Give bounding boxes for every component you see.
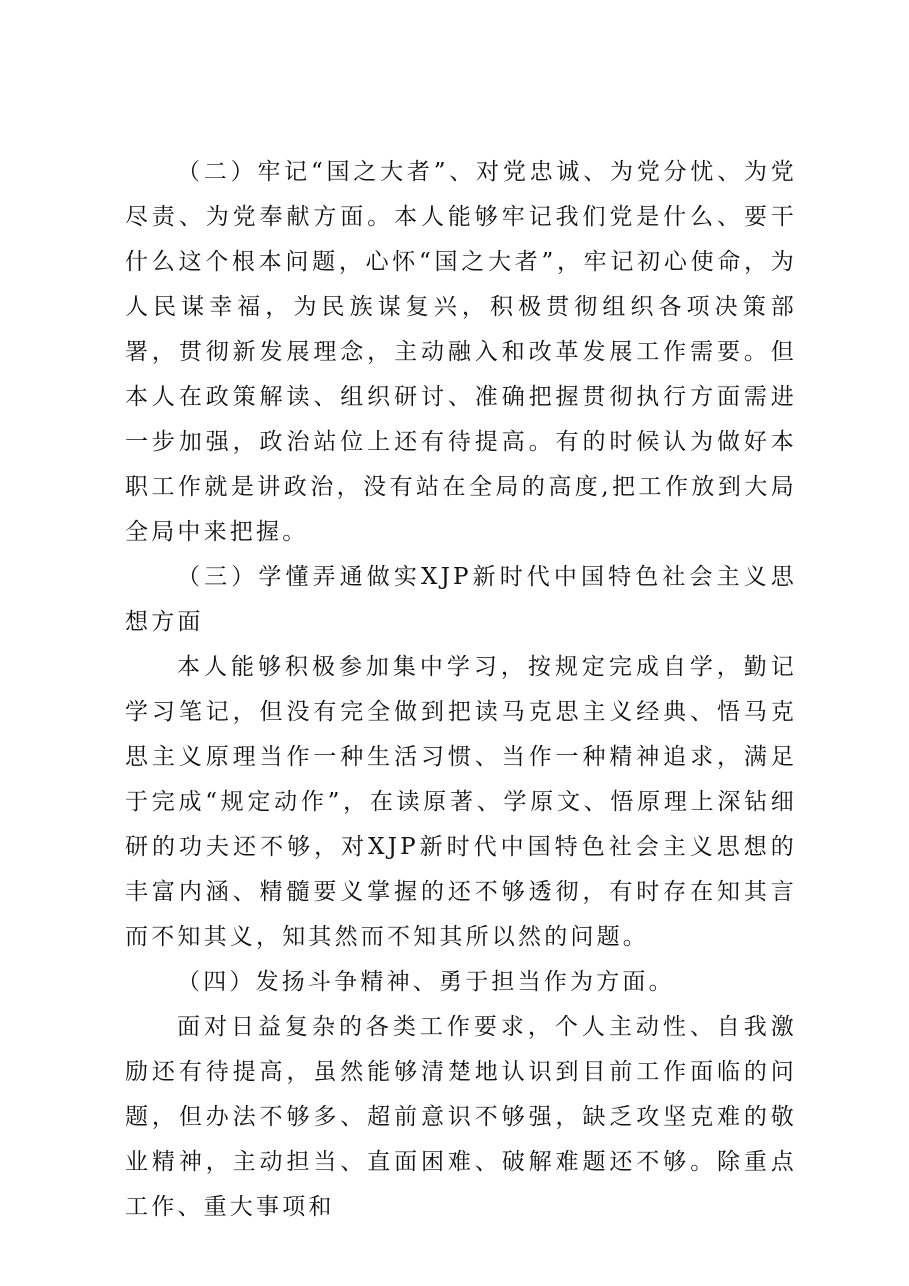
heading-section-four: （四）发扬斗争精神、勇于担当作为方面。 — [177, 969, 675, 995]
paragraph-section-two: （二）牢记“国之大者”、对党忠诚、为党分忧、为党尽责、为党奉献方面。本人能够牢记我们党是什么、要干什么这个根本问题，心怀“国之大者”，牢记初心使命，为人民谋幸福，为民族谋复兴，积极贯彻组织各项决策部署，贯彻新发展理念，主动融入和改革发展工作需要。但本人在政策解读、组织研讨、准确把握贯彻执行方面需进一步加强，政治站位上还有待提高。有的时候认为做好本职工作就是讲政治，没有站在全局的高度,把工作放到大局全局中来把握。 — [125, 159, 797, 545]
heading-section-three: （三）学懂弄通做实XJP新时代中国特色社会主义思想方面 — [125, 564, 797, 635]
paragraph-section-four: 面对日益复杂的各类工作要求，个人主动性、自我激励还有待提高，虽然能够清楚地认识到目前工作面临的问题，但办法不够多、超前意识不够强，缺乏攻坚克难的敬业精神，主动担当、直面困难、破解难题还不够。除重点工作、重大事项和 — [125, 1014, 797, 1220]
document-body — [125, 150, 797, 1230]
paragraph-section-three: 本人能够积极参加集中学习，按规定完成自学，勤记学习笔记，但没有完全做到把读马克思主义经典、悟马克思主义原理当作一种生活习惯、当作一种精神追求，满足于完成“规定动作”，在读原著、学原文、悟原理上深钻细研的功夫还不够，对XJP新时代中国特色社会主义思想的丰富内涵、精髓要义掌握的还不够透彻，有时存在知其言而不知其义，知其然而不知其所以然的问题。 — [125, 654, 797, 950]
